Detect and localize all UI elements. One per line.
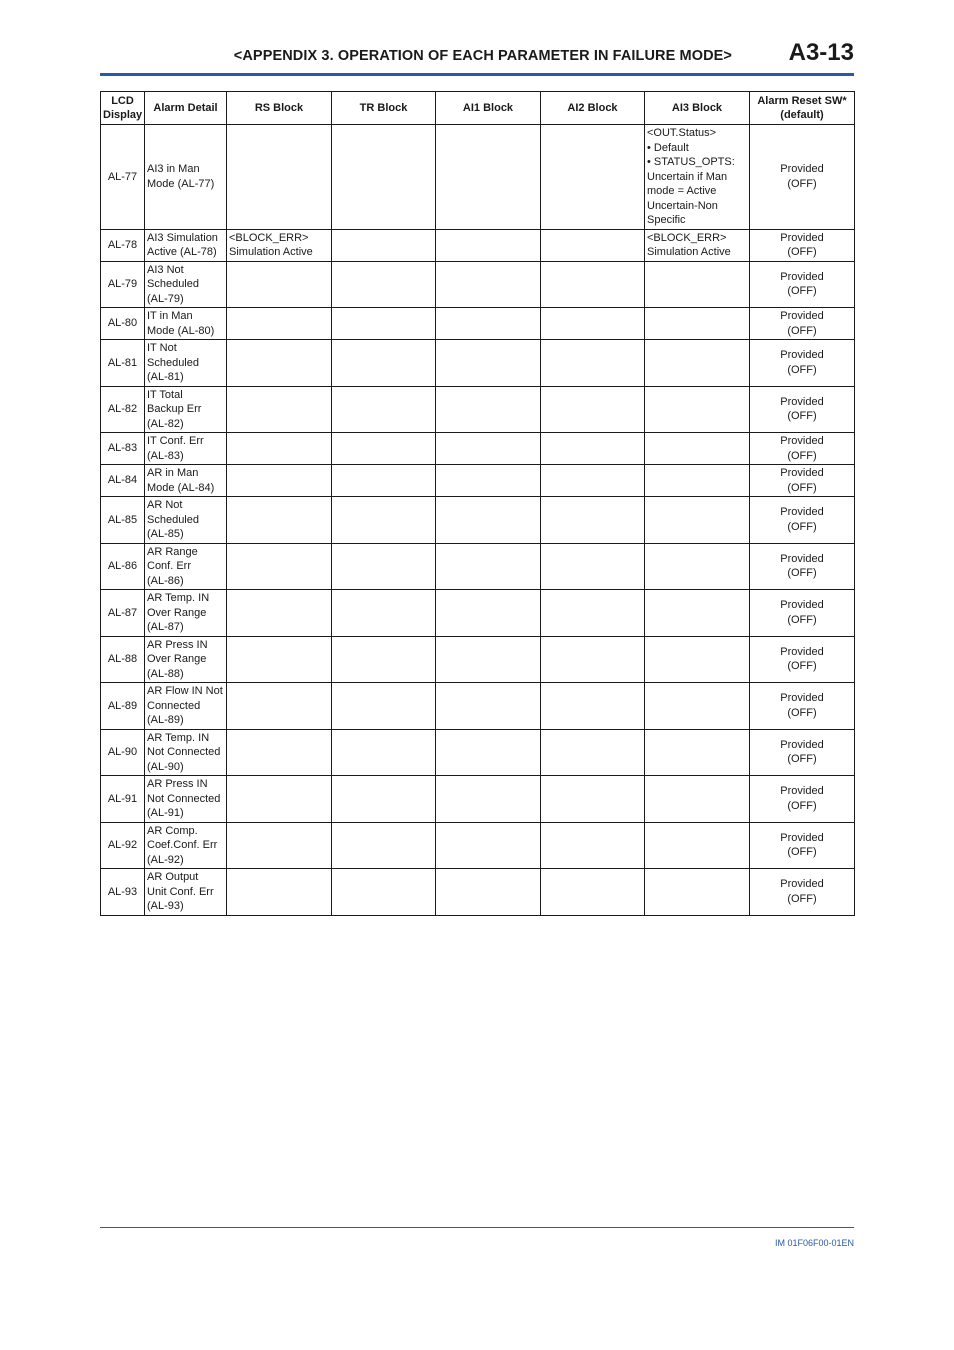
cell-line: IT in Man [147,310,193,322]
detail-cell [145,125,227,230]
lcd-cell: AL-91 [101,776,145,823]
table-row [101,308,855,340]
reset-cell [750,465,855,497]
ai3-cell [645,729,750,776]
cell-line: (OFF) [787,799,817,812]
cell-line: Provided [780,163,824,176]
rs-cell [227,433,332,465]
detail-cell [145,308,227,340]
tr-cell [332,465,436,497]
footer-rule [100,1227,854,1228]
column-header-ai2-block [541,92,645,125]
cell-line: AR Range [147,545,198,558]
lcd-cell: AL-86 [101,543,145,590]
ai2-cell [541,869,645,916]
rs-cell [227,590,332,637]
column-header-rs-block [227,92,332,125]
reset-cell [750,308,855,340]
ai3-cell [645,776,750,823]
lcd-cell: AL-90 [101,729,145,776]
rs-cell [227,261,332,308]
ai2-cell [541,386,645,433]
tr-cell [332,308,436,340]
ai2-cell [541,340,645,387]
cell-line: Connected [147,699,201,712]
cell-line: Provided [780,645,824,658]
tr-cell [332,729,436,776]
reset-cell [750,869,855,916]
column-header-alarm-reset-sw [750,92,855,125]
ai3-cell [645,869,750,916]
cell-line: (OFF) [787,481,817,494]
detail-cell [145,543,227,590]
cell-line: • STATUS_OPTS: [647,156,735,168]
reset-cell [750,729,855,776]
ai3-cell [645,386,750,433]
table-row [101,776,855,823]
tr-cell [332,386,436,433]
ai2-cell [541,543,645,590]
ai1-cell [436,776,541,823]
cell-line: Not Connected [147,746,221,758]
ai3-cell [645,822,750,869]
ai1-cell [436,465,541,497]
cell-line: IT Conf. Err [147,435,204,447]
ai2-cell [541,729,645,776]
column-header-line: Display [103,109,143,121]
tr-cell [332,433,436,465]
detail-cell [145,433,227,465]
cell-line: (OFF) [787,410,817,423]
column-header-line: LCD [111,94,134,107]
cell-line: mode = Active [647,185,717,197]
ai1-cell [436,229,541,261]
detail-cell [145,465,227,497]
cell-line: (AL-90) [147,760,184,773]
lcd-cell: AL-85 [101,497,145,544]
column-header-line: Alarm Detail [153,101,218,114]
cell-line: Unit Conf. Err [147,885,214,898]
ai3-cell [645,683,750,730]
cell-line: Specific [647,214,686,226]
lcd-cell: AL-78 [101,229,145,261]
table-row [101,465,855,497]
cell-line: (OFF) [787,520,817,533]
cell-line: Provided [780,831,824,844]
ai2-cell [541,822,645,869]
cell-line: (AL-92) [147,853,184,866]
column-header-line: AI1 Block [462,101,514,114]
table-row [101,433,855,465]
lcd-cell: AL-83 [101,433,145,465]
tr-cell [332,683,436,730]
rs-cell [227,125,332,230]
cell-line: Coef.Conf. Err [147,839,218,851]
table-header-row [101,92,855,125]
reset-cell [750,433,855,465]
ai3-cell [645,340,750,387]
cell-line: <OUT.Status> [647,127,717,139]
cell-line: (AL-82) [147,417,184,430]
ai2-cell [541,125,645,230]
lcd-cell: AL-77 [101,125,145,230]
cell-line: AI3 Not [147,263,184,276]
column-header-line: AI2 Block [567,101,618,114]
tr-cell [332,869,436,916]
lcd-cell: AL-88 [101,636,145,683]
reset-cell [750,822,855,869]
cell-line: (OFF) [787,246,817,258]
page-title: <APPENDIX 3. OPERATION OF EACH PARAMETER IN FAILURE MODE> [233,48,732,64]
ai1-cell [436,822,541,869]
cell-line: (OFF) [787,449,817,462]
ai3-cell [645,497,750,544]
ai3-cell [645,433,750,465]
cell-line: AI3 Simulation [147,231,218,244]
reset-cell [750,125,855,230]
lcd-cell: AL-93 [101,869,145,916]
ai3-cell [645,229,750,261]
rs-cell [227,497,332,544]
cell-line: Over Range [147,653,207,665]
ai3-cell [645,590,750,637]
tr-cell [332,822,436,869]
ai3-cell [645,261,750,308]
ai1-cell [436,590,541,637]
cell-line: AR Flow IN Not [147,685,223,697]
table-row [101,340,855,387]
reset-cell [750,497,855,544]
tr-cell [332,261,436,308]
detail-cell [145,497,227,544]
ai2-cell [541,683,645,730]
column-header-line: (default) [780,109,824,121]
reset-cell [750,543,855,590]
table-row [101,543,855,590]
ai2-cell [541,497,645,544]
ai2-cell [541,636,645,683]
rs-cell [227,308,332,340]
rs-cell [227,869,332,916]
cell-line: Uncertain-Non [647,199,718,212]
cell-line: Provided [780,435,824,447]
cell-line: Provided [780,231,824,244]
cell-line: (AL-86) [147,574,184,587]
cell-line: Simulation Active [647,246,731,258]
cell-line: Provided [780,270,824,283]
cell-line: Mode (AL-80) [147,324,215,337]
ai1-cell [436,261,541,308]
cell-line: Provided [780,467,824,479]
cell-line: Active (AL-78) [147,246,217,258]
ai2-cell [541,590,645,637]
ai2-cell [541,229,645,261]
lcd-cell: AL-80 [101,308,145,340]
reset-cell [750,683,855,730]
cell-line: (AL-93) [147,900,184,912]
page-header [100,40,854,76]
lcd-cell: AL-79 [101,261,145,308]
cell-line: Provided [780,878,824,891]
cell-line: AR Temp. IN [147,731,210,744]
column-header-line: RS Block [254,101,304,114]
cell-line: (AL-81) [147,371,184,383]
table-row [101,869,855,916]
tr-cell [332,590,436,637]
column-header-line: Alarm Reset SW* [757,94,847,107]
ai1-cell [436,683,541,730]
table-row [101,822,855,869]
ai1-cell [436,497,541,544]
rs-cell [227,229,332,261]
lcd-cell: AL-92 [101,822,145,869]
detail-cell [145,590,227,637]
table-row [101,125,855,230]
tr-cell [332,125,436,230]
table-row [101,729,855,776]
detail-cell [145,229,227,261]
lcd-cell: AL-89 [101,683,145,730]
cell-line: (AL-85) [147,528,184,540]
cell-line: (AL-88) [147,667,184,680]
ai3-cell [645,543,750,590]
detail-cell [145,386,227,433]
cell-line: Provided [780,349,824,362]
tr-cell [332,543,436,590]
reset-cell [750,776,855,823]
reset-cell [750,386,855,433]
cell-line: Uncertain if Man [647,170,728,183]
rs-cell [227,636,332,683]
cell-line: (OFF) [787,753,817,766]
cell-line: Provided [780,785,824,798]
cell-line: (AL-87) [147,621,184,633]
table-row [101,636,855,683]
ai2-cell [541,776,645,823]
cell-line: <BLOCK_ERR> [229,231,309,244]
cell-line: Provided [780,738,824,751]
detail-cell [145,822,227,869]
cell-line: AR Not [147,499,183,511]
ai1-cell [436,340,541,387]
cell-line: Scheduled [147,513,199,526]
cell-line: (AL-83) [147,449,184,462]
cell-line: Provided [780,506,824,519]
cell-line: Over Range [147,606,207,619]
table-row [101,683,855,730]
column-header-lcd-display [101,92,145,125]
detail-cell [145,261,227,308]
detail-cell [145,683,227,730]
cell-line: IT Not [147,342,177,354]
cell-line: (OFF) [787,706,817,719]
cell-line: (OFF) [787,567,817,580]
ai1-cell [436,433,541,465]
column-header-ai3-block [645,92,750,125]
cell-line: AR Comp. [147,824,198,837]
cell-line: (OFF) [787,846,817,859]
reset-cell [750,229,855,261]
lcd-cell: AL-87 [101,590,145,637]
cell-line: AR in Man [147,467,199,479]
cell-line: Provided [780,599,824,612]
ai3-cell [645,125,750,230]
column-header-tr-block [332,92,436,125]
cell-line: Scheduled [147,356,199,369]
cell-line: Scheduled [147,278,199,290]
rs-cell [227,543,332,590]
cell-line: Provided [780,692,824,705]
ai2-cell [541,433,645,465]
rs-cell [227,729,332,776]
rs-cell [227,822,332,869]
cell-line: (OFF) [787,660,817,673]
column-header-ai1-block [436,92,541,125]
ai2-cell [541,465,645,497]
tr-cell [332,497,436,544]
rs-cell [227,465,332,497]
cell-line: (OFF) [787,285,817,298]
cell-line: IT Total [147,388,183,401]
detail-cell [145,636,227,683]
cell-line: (AL-91) [147,807,184,819]
lcd-cell: AL-82 [101,386,145,433]
table-row [101,386,855,433]
cell-line: Provided [780,310,824,322]
cell-line: Not Connected [147,792,221,805]
page-number: A3-13 [788,39,854,66]
alarm-table [100,91,855,916]
cell-line: Provided [780,552,824,565]
column-header-alarm-detail [145,92,227,125]
ai1-cell [436,386,541,433]
reset-cell [750,590,855,637]
rs-cell [227,386,332,433]
cell-line: <BLOCK_ERR> [647,231,727,244]
table-row [101,261,855,308]
cell-line: Provided [780,395,824,408]
cell-line: AR Temp. IN [147,592,210,604]
ai3-cell [645,465,750,497]
ai3-cell [645,636,750,683]
cell-line: (OFF) [787,363,817,376]
cell-line: (OFF) [787,613,817,626]
column-header-line: TR Block [359,101,408,114]
cell-line: AR Press IN [147,638,208,651]
rs-cell [227,340,332,387]
lcd-cell: AL-81 [101,340,145,387]
header-rule [100,73,854,76]
table-body [101,125,855,916]
ai1-cell [436,125,541,230]
cell-line: • Default [647,141,689,154]
cell-line: AR Output [147,871,199,883]
lcd-cell: AL-84 [101,465,145,497]
detail-cell [145,776,227,823]
cell-line: Backup Err [147,403,202,415]
ai1-cell [436,636,541,683]
cell-line: (OFF) [787,892,817,905]
ai2-cell [541,261,645,308]
tr-cell [332,229,436,261]
ai1-cell [436,729,541,776]
detail-cell [145,340,227,387]
ai1-cell [436,869,541,916]
detail-cell [145,869,227,916]
column-header-line: AI3 Block [671,101,723,114]
tr-cell [332,636,436,683]
cell-line: Mode (AL-84) [147,481,215,494]
rs-cell [227,776,332,823]
cell-line: (AL-89) [147,714,184,726]
cell-line: Simulation Active [229,246,313,258]
cell-line: (OFF) [787,324,817,337]
reset-cell [750,261,855,308]
cell-line: (OFF) [787,177,817,190]
tr-cell [332,776,436,823]
cell-line: (AL-79) [147,292,184,305]
table-row [101,497,855,544]
rs-cell [227,683,332,730]
table-row [101,229,855,261]
ai1-cell [436,308,541,340]
detail-cell [145,729,227,776]
cell-line: Conf. Err [147,560,192,572]
ai2-cell [541,308,645,340]
reset-cell [750,636,855,683]
tr-cell [332,340,436,387]
cell-line: Mode (AL-77) [147,177,215,190]
ai1-cell [436,543,541,590]
ai3-cell [645,308,750,340]
cell-line: AI3 in Man [147,163,200,176]
document-id: IM 01F06F00-01EN [774,1238,854,1248]
cell-line: AR Press IN [147,778,208,790]
reset-cell [750,340,855,387]
table-row [101,590,855,637]
